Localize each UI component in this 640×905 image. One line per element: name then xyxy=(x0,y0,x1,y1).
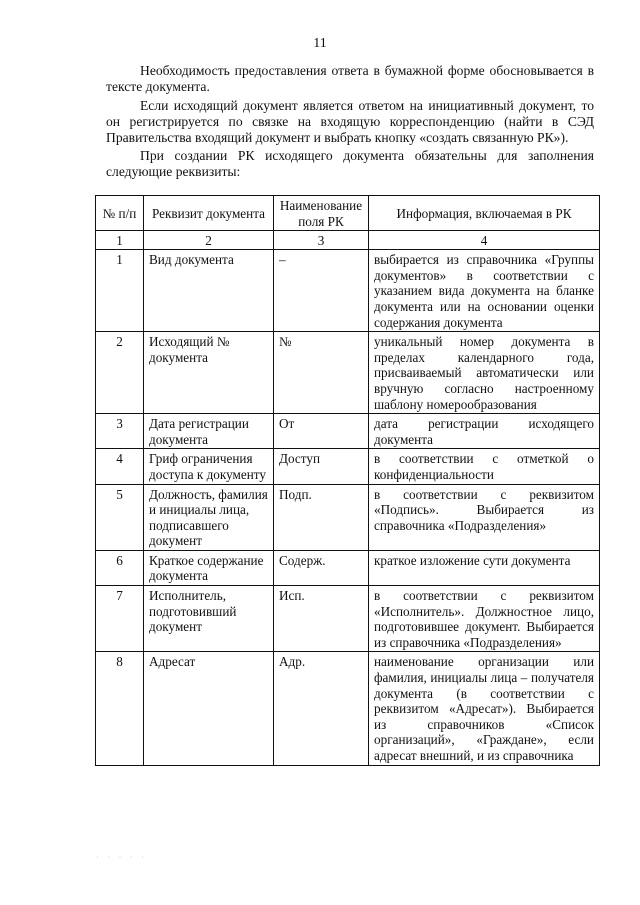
requisite-cell: Гриф ограничения доступа к документу xyxy=(144,449,274,484)
row-number: 2 xyxy=(96,332,144,414)
paragraph-2-text: Если исходящий документ является ответом на инициативный документ, то он регистрируется по связке на входящую корреспонденцию (найти в СЭД Правительства входящий документ и выбрать кнопку «создать связанную РК»). xyxy=(106,98,594,145)
table-row xyxy=(96,586,600,652)
paragraph-1 xyxy=(106,63,594,95)
scan-artifact: · · · · · xyxy=(96,852,147,862)
table-row xyxy=(96,652,600,765)
info-cell: в соответствии с отметкой о конфиденциальности xyxy=(369,449,600,484)
info-cell: в соответствии с реквизитом «Исполнитель». Должностное лицо, подготовившее документ. Выбирается из справочника «Подразделения» xyxy=(369,586,600,652)
header-info: Информация, включаемая в РК xyxy=(369,196,600,231)
requisites-table xyxy=(95,195,600,766)
column-index-row xyxy=(96,231,600,250)
column-index: 2 xyxy=(144,231,274,250)
header-requisite: Реквизит документа xyxy=(144,196,274,231)
requisite-cell: Должность, фамилия и инициалы лица, подписавшего документ xyxy=(144,484,274,550)
requisite-cell: Исполнитель, подготовивший документ xyxy=(144,586,274,652)
paragraph-2 xyxy=(106,98,594,146)
header-number: № п/п xyxy=(96,196,144,231)
table-row xyxy=(96,484,600,550)
row-number: 1 xyxy=(96,250,144,332)
paragraph-3 xyxy=(106,148,594,180)
row-number: 3 xyxy=(96,414,144,449)
column-index: 3 xyxy=(274,231,369,250)
page-number: 11 xyxy=(313,36,327,51)
info-cell: краткое изложение сути документа xyxy=(369,550,600,585)
requisite-cell: Исходящий № документа xyxy=(144,332,274,414)
row-number: 6 xyxy=(96,550,144,585)
table-row xyxy=(96,250,600,332)
table-row xyxy=(96,414,600,449)
info-cell: уникальный номер документа в пределах календарного года, присваиваемый автоматически или вручную согласно настроенному шаблону номерообразования xyxy=(369,332,600,414)
column-index: 1 xyxy=(96,231,144,250)
field-cell: № xyxy=(274,332,369,414)
field-cell: Доступ xyxy=(274,449,369,484)
row-number: 5 xyxy=(96,484,144,550)
column-index: 4 xyxy=(369,231,600,250)
row-number: 8 xyxy=(96,652,144,765)
requisite-cell: Адресат xyxy=(144,652,274,765)
info-cell: наименование организации или фамилия, инициалы лица – получателя документа (в соответствии с реквизитом «Адресат»). Выбирается из справочников «Список организаций», «Граждане», если адресат внешний, и из справочника xyxy=(369,652,600,765)
requisite-cell: Вид документа xyxy=(144,250,274,332)
table-row xyxy=(96,449,600,484)
table-row xyxy=(96,550,600,585)
field-cell: От xyxy=(274,414,369,449)
table-row xyxy=(96,332,600,414)
paragraph-1-text: Необходимость предоставления ответа в бумажной форме обосновывается в тексте документа. xyxy=(106,63,594,94)
info-cell: дата регистрации исходящего документа xyxy=(369,414,600,449)
info-cell: в соответствии с реквизитом «Подпись». Выбирается из справочника «Подразделения» xyxy=(369,484,600,550)
field-cell: Адр. xyxy=(274,652,369,765)
header-field-name: Наименование поля РК xyxy=(274,196,369,231)
field-cell: – xyxy=(274,250,369,332)
table-header-row xyxy=(96,196,600,231)
field-cell: Подп. xyxy=(274,484,369,550)
requisite-cell: Краткое содержание документа xyxy=(144,550,274,585)
paragraph-3-text: При создании РК исходящего документа обязательны для заполнения следующие реквизиты: xyxy=(106,148,594,179)
field-cell: Исп. xyxy=(274,586,369,652)
info-cell: выбирается из справочника «Группы документов» в соответствии с указанием вида документа на бланке документа или на основании оценки содержания документа xyxy=(369,250,600,332)
requisite-cell: Дата регистрации документа xyxy=(144,414,274,449)
row-number: 4 xyxy=(96,449,144,484)
row-number: 7 xyxy=(96,586,144,652)
field-cell: Содерж. xyxy=(274,550,369,585)
